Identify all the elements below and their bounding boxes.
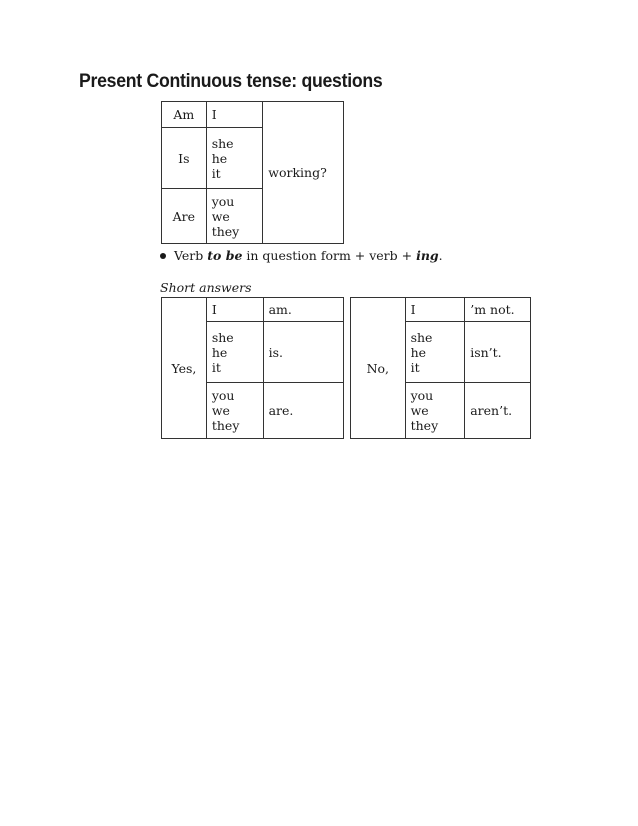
verb-cell: are. bbox=[263, 383, 343, 439]
answer-label: Yes, bbox=[162, 298, 207, 439]
pronoun: she bbox=[410, 329, 433, 345]
pronoun-cell bbox=[206, 298, 263, 322]
pronoun: I bbox=[211, 302, 217, 317]
pronoun: she bbox=[211, 135, 234, 151]
pronoun: she bbox=[211, 329, 234, 345]
pronoun: we bbox=[211, 403, 230, 418]
short-answers-yes-table bbox=[161, 297, 344, 439]
rule-text: in question form + verb + bbox=[242, 248, 417, 263]
pronoun-cell bbox=[206, 128, 263, 189]
pronoun-cell bbox=[405, 383, 465, 439]
pronoun: I bbox=[410, 302, 416, 317]
pronoun-cell bbox=[206, 383, 263, 439]
rule-emphasis: to be bbox=[207, 248, 243, 263]
pronoun: they bbox=[211, 418, 240, 433]
pronoun: he bbox=[410, 344, 427, 360]
page-title: Present Continuous tense: questions bbox=[79, 71, 383, 92]
bullet-icon bbox=[160, 253, 166, 259]
pronoun: you bbox=[410, 388, 434, 403]
pronoun: it bbox=[211, 165, 221, 181]
table-row bbox=[162, 102, 344, 128]
short-answers-no-table bbox=[350, 297, 531, 439]
pronoun-cell bbox=[206, 102, 263, 128]
pronoun-cell bbox=[206, 322, 263, 383]
table-row bbox=[351, 298, 531, 322]
pronoun: they bbox=[410, 418, 439, 433]
pronoun: we bbox=[410, 403, 429, 418]
auxiliary-cell: Are bbox=[162, 189, 207, 244]
rule-note bbox=[160, 248, 443, 263]
auxiliary-cell: Am bbox=[162, 102, 207, 128]
question-table bbox=[161, 101, 344, 244]
pronoun: we bbox=[211, 208, 230, 224]
rule-text: . bbox=[438, 248, 443, 263]
pronoun-cell bbox=[206, 189, 263, 244]
pronoun: you bbox=[211, 193, 235, 209]
pronoun-cell bbox=[405, 298, 465, 322]
pronoun: they bbox=[211, 223, 240, 239]
pronoun: he bbox=[211, 344, 228, 360]
verb-cell: working? bbox=[263, 102, 344, 244]
verb-cell: is. bbox=[263, 322, 343, 383]
auxiliary-cell: Is bbox=[162, 128, 207, 189]
pronoun: he bbox=[211, 150, 228, 166]
pronoun: you bbox=[211, 388, 235, 403]
pronoun: it bbox=[211, 359, 221, 375]
rule-text: Verb bbox=[174, 248, 208, 263]
verb-cell: ’m not. bbox=[465, 298, 531, 322]
pronoun-cell bbox=[405, 322, 465, 383]
pronoun: I bbox=[211, 107, 217, 122]
rule-emphasis: ing bbox=[416, 248, 439, 263]
verb-cell: aren’t. bbox=[465, 383, 531, 439]
verb-cell: isn’t. bbox=[465, 322, 531, 383]
verb-cell: am. bbox=[263, 298, 343, 322]
pronoun: it bbox=[410, 359, 420, 375]
answer-label: No, bbox=[351, 298, 406, 439]
short-answers-heading: Short answers bbox=[160, 280, 252, 295]
table-row bbox=[162, 298, 344, 322]
